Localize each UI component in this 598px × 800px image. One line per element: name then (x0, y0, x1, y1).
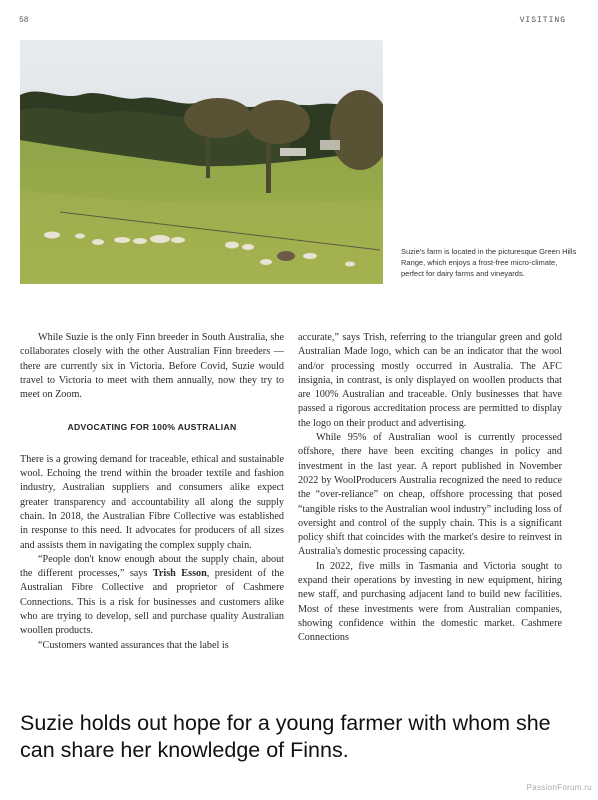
paragraph: “Customers wanted assurances that the label is (38, 639, 229, 651)
farm-photo (20, 40, 383, 284)
paragraph: In 2022, five mills in Tasmania and Victoria sought to expand their operations by investing in new equipment, hiring new staff, and purchasing adjacent land to build new facilities. Most of these investments were from Australian companies, showing confidence within the domestic market. Cashmere Connections (298, 560, 562, 644)
pull-quote: Suzie holds out hope for a young farmer with whom she can share her knowledge of Finns. (20, 711, 551, 762)
page-number: 58 (19, 16, 29, 25)
article-column-right (298, 331, 562, 646)
person-name: Trish Esson (152, 568, 207, 580)
section-label: VISITING (519, 16, 566, 25)
photo-caption: Suzie's farm is located in the picturesque Green Hills Range, which enjoys a frost-free micro-climate, perfect for dairy farms and vineyards. (401, 247, 577, 278)
paragraph: While 95% of Australian wool is currently processed offshore, there have been exciting changes in policy and investment in the last year. A report published in November 2022 by WoolProducers Australia recognized the need to reduce the “over-reliance” on cheap, offshore processing that posed “tangible risks to the Australian wool industry” including loss of oversight and control of the supply chain. This is a significant policy shift that coincides with the market's desire to reinvest in Australia's domestic processing capacity. (298, 432, 562, 558)
article-column-left (20, 331, 284, 653)
watermark: PassionForum.ru (526, 783, 592, 792)
paragraph: While Suzie is the only Finn breeder in South Australia, she collaborates closely with the other Australian Finn breeders — there are currently six in Victoria. Before Covid, Suzie would travel to Victoria to meet with them annually, now they try to meet on Zoom. (20, 332, 284, 401)
paragraph: “People don't know enough about the supply chain, about the different processes,” says Trish Esson, president of the Australian Fibre Collective and proprietor of Cashmere Connections. This is a risk for businesses and customers alike who are trying to develop, sell and purchase quality Australian woollen products. (20, 553, 284, 637)
paragraph: There is a growing demand for traceable, ethical and sustainable wool. Echoing the trend within the broader textile and fashion industry, Australian suppliers and consumers alike expect greater transparency and accountability all along the supply chain. In 2018, the Australian Fibre Collective was established in response to this need. It advocates for producers of all sizes and assists them in navigating the complex supply chain. (20, 453, 284, 551)
section-heading: ADVOCATING FOR 100% AUSTRALIAN (67, 422, 237, 433)
paragraph: accurate,” says Trish, referring to the triangular green and gold Australian Made logo, which can be an indicator that the wool and/or processing mostly occurred in Australia. The AFC insignia, in contrast, is only displayed on woollen products that are 100% Australian and traceable. Only businesses that have passed a rigorous accreditation process are permitted to display the logo on their product and advertising. (298, 332, 562, 429)
